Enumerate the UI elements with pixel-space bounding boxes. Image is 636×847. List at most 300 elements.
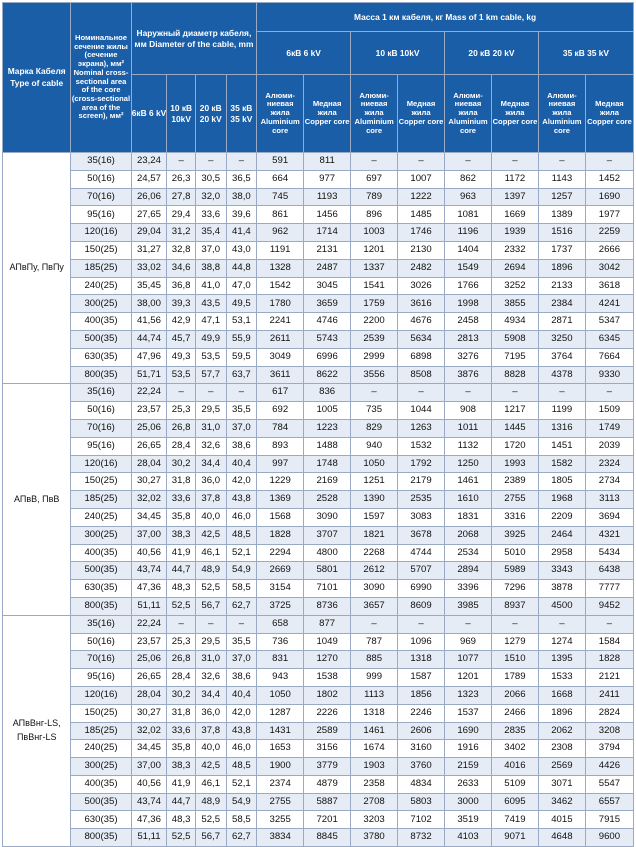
table-cell: 38,8: [195, 259, 226, 277]
table-cell: 3462: [538, 793, 585, 811]
table-cell: 43,8: [226, 722, 257, 740]
table-cell: 3611: [257, 366, 304, 384]
table-cell: –: [195, 153, 226, 171]
table-cell: 2755: [491, 491, 538, 509]
table-cell: 38,00: [131, 295, 167, 313]
table-cell: 1452: [585, 170, 633, 188]
table-cell: 2666: [585, 241, 633, 259]
table-cell: –: [398, 615, 445, 633]
header-cu-6kv: Медная жила Copper core: [304, 75, 351, 153]
table-cell: 22,24: [131, 384, 167, 402]
table-cell: –: [167, 153, 196, 171]
table-cell: 6557: [585, 793, 633, 811]
table-cell: 4744: [398, 544, 445, 562]
table-cell: 2332: [491, 241, 538, 259]
table-cell: 150(25): [71, 241, 131, 259]
table-cell: 23,57: [131, 402, 167, 420]
table-cell: 3276: [445, 348, 492, 366]
table-cell: 3779: [304, 758, 351, 776]
table-cell: 1217: [491, 402, 538, 420]
table-cell: 1257: [538, 188, 585, 206]
table-row: [3, 348, 634, 366]
table-cell: 1445: [491, 419, 538, 437]
table-cell: 47,0: [226, 277, 257, 295]
table-cell: –: [226, 615, 257, 633]
table-cell: 1049: [304, 633, 351, 651]
table-cell: 1780: [257, 295, 304, 313]
table-cell: 31,2: [167, 224, 196, 242]
table-cell: 3154: [257, 580, 304, 598]
table-cell: 120(16): [71, 686, 131, 704]
table-cell: 1485: [398, 206, 445, 224]
table-cell: 1939: [491, 224, 538, 242]
header-diam-6kv: 6кВ 6 kV: [131, 75, 167, 153]
table-cell: 23,24: [131, 153, 167, 171]
cable-type-label: АПвВнг-LS, ПвВнг-LS: [3, 615, 71, 846]
table-cell: –: [167, 615, 196, 633]
table-cell: 40,56: [131, 775, 167, 793]
table-cell: 1720: [491, 437, 538, 455]
table-row: [3, 775, 634, 793]
table-cell: 2411: [585, 686, 633, 704]
table-cell: 1323: [445, 686, 492, 704]
table-cell: 658: [257, 615, 304, 633]
table-cell: 63,7: [226, 366, 257, 384]
table-row: [3, 206, 634, 224]
table-cell: 2534: [445, 544, 492, 562]
table-cell: 29,04: [131, 224, 167, 242]
table-cell: 1222: [398, 188, 445, 206]
table-cell: 95(16): [71, 206, 131, 224]
header-al-35kv: Алюми-ниевая жила Aluminium core: [538, 75, 585, 153]
table-cell: 1746: [398, 224, 445, 242]
table-cell: 38,3: [167, 526, 196, 544]
table-cell: 1132: [445, 437, 492, 455]
table-cell: 37,00: [131, 758, 167, 776]
table-cell: 47,36: [131, 580, 167, 598]
table-cell: 30,27: [131, 473, 167, 491]
table-cell: 784: [257, 419, 304, 437]
table-cell: 52,1: [226, 544, 257, 562]
table-cell: 24,57: [131, 170, 167, 188]
table-cell: 31,27: [131, 241, 167, 259]
table-cell: 5707: [398, 562, 445, 580]
table-cell: 1690: [445, 722, 492, 740]
table-cell: 3083: [398, 508, 445, 526]
table-cell: 58,5: [226, 580, 257, 598]
table-cell: 49,9: [195, 330, 226, 348]
table-cell: 49,3: [167, 348, 196, 366]
table-cell: 1668: [538, 686, 585, 704]
table-row: [3, 491, 634, 509]
table-cell: 829: [351, 419, 398, 437]
table-cell: 1533: [538, 669, 585, 687]
table-cell: 3925: [491, 526, 538, 544]
table-cell: 37,8: [195, 491, 226, 509]
table-cell: 3000: [445, 793, 492, 811]
table-cell: 45,7: [167, 330, 196, 348]
table-cell: 1610: [445, 491, 492, 509]
table-cell: 185(25): [71, 491, 131, 509]
table-cell: 3208: [585, 722, 633, 740]
table-cell: 3678: [398, 526, 445, 544]
table-cell: 1828: [585, 651, 633, 669]
table-cell: 1251: [351, 473, 398, 491]
table-cell: 2039: [585, 437, 633, 455]
table-cell: 1653: [257, 740, 304, 758]
table-cell: 1896: [538, 704, 585, 722]
table-cell: 1993: [491, 455, 538, 473]
table-cell: 2569: [538, 758, 585, 776]
table-cell: 2068: [445, 526, 492, 544]
table-cell: 1201: [445, 669, 492, 687]
table-cell: 3834: [257, 829, 304, 847]
table-cell: –: [538, 615, 585, 633]
table-cell: –: [491, 384, 538, 402]
table-cell: 9600: [585, 829, 633, 847]
table-cell: 1584: [585, 633, 633, 651]
table-cell: 3090: [351, 580, 398, 598]
table-cell: 1223: [304, 419, 351, 437]
table-cell: 1270: [304, 651, 351, 669]
table-cell: 3026: [398, 277, 445, 295]
table-cell: 4378: [538, 366, 585, 384]
table-cell: 36,0: [195, 473, 226, 491]
table-cell: 2535: [398, 491, 445, 509]
table-cell: 6345: [585, 330, 633, 348]
table-cell: 7419: [491, 811, 538, 829]
table-cell: 2209: [538, 508, 585, 526]
table-cell: 3725: [257, 597, 304, 615]
table-cell: 1821: [351, 526, 398, 544]
table-body: [3, 153, 634, 847]
table-cell: 2755: [257, 793, 304, 811]
table-cell: 50(16): [71, 402, 131, 420]
table-row: [3, 259, 634, 277]
table-cell: 52,1: [226, 775, 257, 793]
table-cell: 240(25): [71, 740, 131, 758]
table-cell: 48,5: [226, 758, 257, 776]
table-cell: 4934: [491, 313, 538, 331]
table-cell: 35(16): [71, 153, 131, 171]
table-cell: 41,56: [131, 313, 167, 331]
table-cell: 4103: [445, 829, 492, 847]
table-cell: 3252: [491, 277, 538, 295]
header-al-20kv: Алюми-ниевая жила Aluminium core: [445, 75, 492, 153]
table-row: [3, 580, 634, 598]
table-cell: 56,7: [195, 597, 226, 615]
table-cell: 150(25): [71, 704, 131, 722]
table-cell: 1737: [538, 241, 585, 259]
table-cell: 38,6: [226, 669, 257, 687]
table-cell: 3045: [304, 277, 351, 295]
table-cell: 2894: [445, 562, 492, 580]
table-cell: 43,74: [131, 793, 167, 811]
table-cell: 35,45: [131, 277, 167, 295]
table-cell: 3707: [304, 526, 351, 544]
table-row: [3, 188, 634, 206]
table-cell: 7101: [304, 580, 351, 598]
table-cell: 7201: [304, 811, 351, 829]
table-cell: 53,1: [226, 313, 257, 331]
table-cell: 32,6: [195, 669, 226, 687]
table-cell: 36,0: [195, 704, 226, 722]
table-cell: 1896: [538, 259, 585, 277]
table-cell: 2611: [257, 330, 304, 348]
table-cell: 1005: [304, 402, 351, 420]
table-cell: 2458: [445, 313, 492, 331]
table-cell: 35,8: [167, 740, 196, 758]
table-cell: 1828: [257, 526, 304, 544]
table-cell: 4016: [491, 758, 538, 776]
header-cu-20kv: Медная жила Copper core: [491, 75, 538, 153]
table-cell: 35,4: [195, 224, 226, 242]
table-cell: 664: [257, 170, 304, 188]
table-cell: 41,4: [226, 224, 257, 242]
table-cell: 1389: [538, 206, 585, 224]
table-cell: 1509: [585, 402, 633, 420]
table-cell: 1749: [585, 419, 633, 437]
table-cell: 37,00: [131, 526, 167, 544]
header-section: Номинальное сечение жилы (сечение экрана), мм² Nominal cross-sectional area of the core (cross-sectional area of the screen), мм²: [71, 3, 131, 153]
table-cell: 2308: [538, 740, 585, 758]
table-cell: 54,9: [226, 562, 257, 580]
table-cell: –: [195, 384, 226, 402]
table-cell: 1395: [538, 651, 585, 669]
table-cell: 1542: [257, 277, 304, 295]
table-cell: 1044: [398, 402, 445, 420]
table-cell: 8508: [398, 366, 445, 384]
table-cell: 2999: [351, 348, 398, 366]
table-cell: 5634: [398, 330, 445, 348]
table-cell: 3042: [585, 259, 633, 277]
table-cell: 1831: [445, 508, 492, 526]
table-cell: 3156: [304, 740, 351, 758]
table-cell: 33,6: [195, 206, 226, 224]
table-cell: 2694: [491, 259, 538, 277]
table-cell: 32,0: [195, 188, 226, 206]
table-cell: 4015: [538, 811, 585, 829]
table-cell: 1669: [491, 206, 538, 224]
table-cell: 28,04: [131, 686, 167, 704]
table-cell: 46,1: [195, 544, 226, 562]
table-cell: 2958: [538, 544, 585, 562]
table-cell: 2669: [257, 562, 304, 580]
table-cell: –: [445, 615, 492, 633]
table-cell: 2179: [398, 473, 445, 491]
table-cell: 2121: [585, 669, 633, 687]
table-cell: 1461: [445, 473, 492, 491]
table-cell: 862: [445, 170, 492, 188]
table-cell: 8845: [304, 829, 351, 847]
table-cell: 52,5: [195, 811, 226, 829]
table-cell: 2835: [491, 722, 538, 740]
table-cell: 1541: [351, 277, 398, 295]
table-cell: 1690: [585, 188, 633, 206]
table-cell: 26,3: [167, 170, 196, 188]
table-cell: 1050: [257, 686, 304, 704]
table-cell: 3760: [398, 758, 445, 776]
table-cell: –: [445, 384, 492, 402]
table-cell: 43,5: [195, 295, 226, 313]
table-cell: 800(35): [71, 597, 131, 615]
table-cell: 1856: [398, 686, 445, 704]
table-cell: 2358: [351, 775, 398, 793]
table-cell: 2259: [585, 224, 633, 242]
table-cell: 1582: [538, 455, 585, 473]
header-mass-10kv: 10 кВ 10kV: [351, 32, 445, 75]
table-cell: 692: [257, 402, 304, 420]
table-cell: 37,8: [195, 722, 226, 740]
header-diam-10kv: 10 кВ 10kV: [167, 75, 196, 153]
table-cell: 2389: [491, 473, 538, 491]
table-cell: 1196: [445, 224, 492, 242]
table-cell: 1191: [257, 241, 304, 259]
table-cell: 58,5: [226, 811, 257, 829]
table-cell: 400(35): [71, 544, 131, 562]
table-cell: 42,0: [226, 473, 257, 491]
table-cell: –: [445, 153, 492, 171]
table-cell: 969: [445, 633, 492, 651]
table-cell: 1096: [398, 633, 445, 651]
table-cell: 1229: [257, 473, 304, 491]
table-cell: 33,6: [167, 722, 196, 740]
table-cell: 736: [257, 633, 304, 651]
table-cell: 42,9: [167, 313, 196, 331]
table-cell: 27,65: [131, 206, 167, 224]
table-cell: 3659: [304, 295, 351, 313]
table-cell: 861: [257, 206, 304, 224]
table-cell: 1587: [398, 669, 445, 687]
table-cell: 1900: [257, 758, 304, 776]
table-row: [3, 402, 634, 420]
table-cell: 4800: [304, 544, 351, 562]
table-cell: 22,24: [131, 615, 167, 633]
table-cell: 630(35): [71, 348, 131, 366]
table-cell: 3090: [304, 508, 351, 526]
table-cell: 3402: [491, 740, 538, 758]
table-row: [3, 669, 634, 687]
table-cell: 1792: [398, 455, 445, 473]
table-cell: 3049: [257, 348, 304, 366]
table-cell: 31,8: [167, 704, 196, 722]
table-cell: 36,5: [226, 170, 257, 188]
table-cell: 1143: [538, 170, 585, 188]
table-cell: –: [351, 615, 398, 633]
table-cell: 2294: [257, 544, 304, 562]
table-cell: 57,7: [195, 366, 226, 384]
table-row: [3, 526, 634, 544]
table-cell: 34,45: [131, 508, 167, 526]
table-cell: 5347: [585, 313, 633, 331]
table-cell: 29,5: [195, 402, 226, 420]
table-cell: 735: [351, 402, 398, 420]
header-diam-35kv: 35 кВ 35 kV: [226, 75, 257, 153]
table-cell: 2324: [585, 455, 633, 473]
table-cell: 1674: [351, 740, 398, 758]
table-cell: 1263: [398, 419, 445, 437]
table-cell: 1597: [351, 508, 398, 526]
table-row: [3, 295, 634, 313]
table-cell: –: [226, 153, 257, 171]
table-row: [3, 722, 634, 740]
table-cell: 1748: [304, 455, 351, 473]
table-row: [3, 811, 634, 829]
table-cell: 1968: [538, 491, 585, 509]
table-row: [3, 419, 634, 437]
table-cell: 40,56: [131, 544, 167, 562]
table-cell: 963: [445, 188, 492, 206]
table-cell: 1279: [491, 633, 538, 651]
table-cell: 35,5: [226, 402, 257, 420]
table-cell: 5908: [491, 330, 538, 348]
table-cell: 1456: [304, 206, 351, 224]
table-cell: 2487: [304, 259, 351, 277]
table-cell: 831: [257, 651, 304, 669]
table-cell: 46,0: [226, 508, 257, 526]
table-cell: 240(25): [71, 508, 131, 526]
table-cell: 44,7: [167, 562, 196, 580]
table-cell: 56,7: [195, 829, 226, 847]
table-cell: 39,3: [167, 295, 196, 313]
table-cell: 2241: [257, 313, 304, 331]
header-mass-20kv: 20 кВ 20 kV: [445, 32, 539, 75]
table-cell: 59,5: [226, 348, 257, 366]
table-cell: 1003: [351, 224, 398, 242]
table-cell: 400(35): [71, 313, 131, 331]
header-al-10kv: Алюми-ниевая жила Aluminium core: [351, 75, 398, 153]
header-cu-10kv: Медная жила Copper core: [398, 75, 445, 153]
table-cell: 3764: [538, 348, 585, 366]
table-cell: 7664: [585, 348, 633, 366]
table-cell: 29,5: [195, 633, 226, 651]
table-row: [3, 704, 634, 722]
table-cell: 3160: [398, 740, 445, 758]
table-cell: 32,02: [131, 491, 167, 509]
table-cell: –: [398, 384, 445, 402]
table-cell: 54,9: [226, 793, 257, 811]
table-cell: 8736: [304, 597, 351, 615]
table-cell: 1201: [351, 241, 398, 259]
table-cell: 2131: [304, 241, 351, 259]
table-cell: 7296: [491, 580, 538, 598]
table-cell: 46,0: [226, 740, 257, 758]
table-cell: 6438: [585, 562, 633, 580]
table-cell: 38,3: [167, 758, 196, 776]
table-cell: 962: [257, 224, 304, 242]
table-cell: –: [195, 615, 226, 633]
table-cell: 30,5: [195, 170, 226, 188]
table-cell: 500(35): [71, 562, 131, 580]
table-cell: 1318: [351, 704, 398, 722]
table-cell: 896: [351, 206, 398, 224]
table-cell: 3396: [445, 580, 492, 598]
table-cell: 50(16): [71, 170, 131, 188]
table-cell: 70(16): [71, 419, 131, 437]
table-cell: 7195: [491, 348, 538, 366]
table-cell: 34,6: [167, 259, 196, 277]
table-cell: 1199: [538, 402, 585, 420]
table-cell: 3343: [538, 562, 585, 580]
table-cell: –: [167, 384, 196, 402]
table-cell: 26,8: [167, 419, 196, 437]
table-cell: 44,8: [226, 259, 257, 277]
table-cell: 630(35): [71, 580, 131, 598]
table-cell: 47,36: [131, 811, 167, 829]
table-cell: 41,0: [195, 277, 226, 295]
table-cell: 38,0: [226, 188, 257, 206]
table-cell: 48,5: [226, 526, 257, 544]
